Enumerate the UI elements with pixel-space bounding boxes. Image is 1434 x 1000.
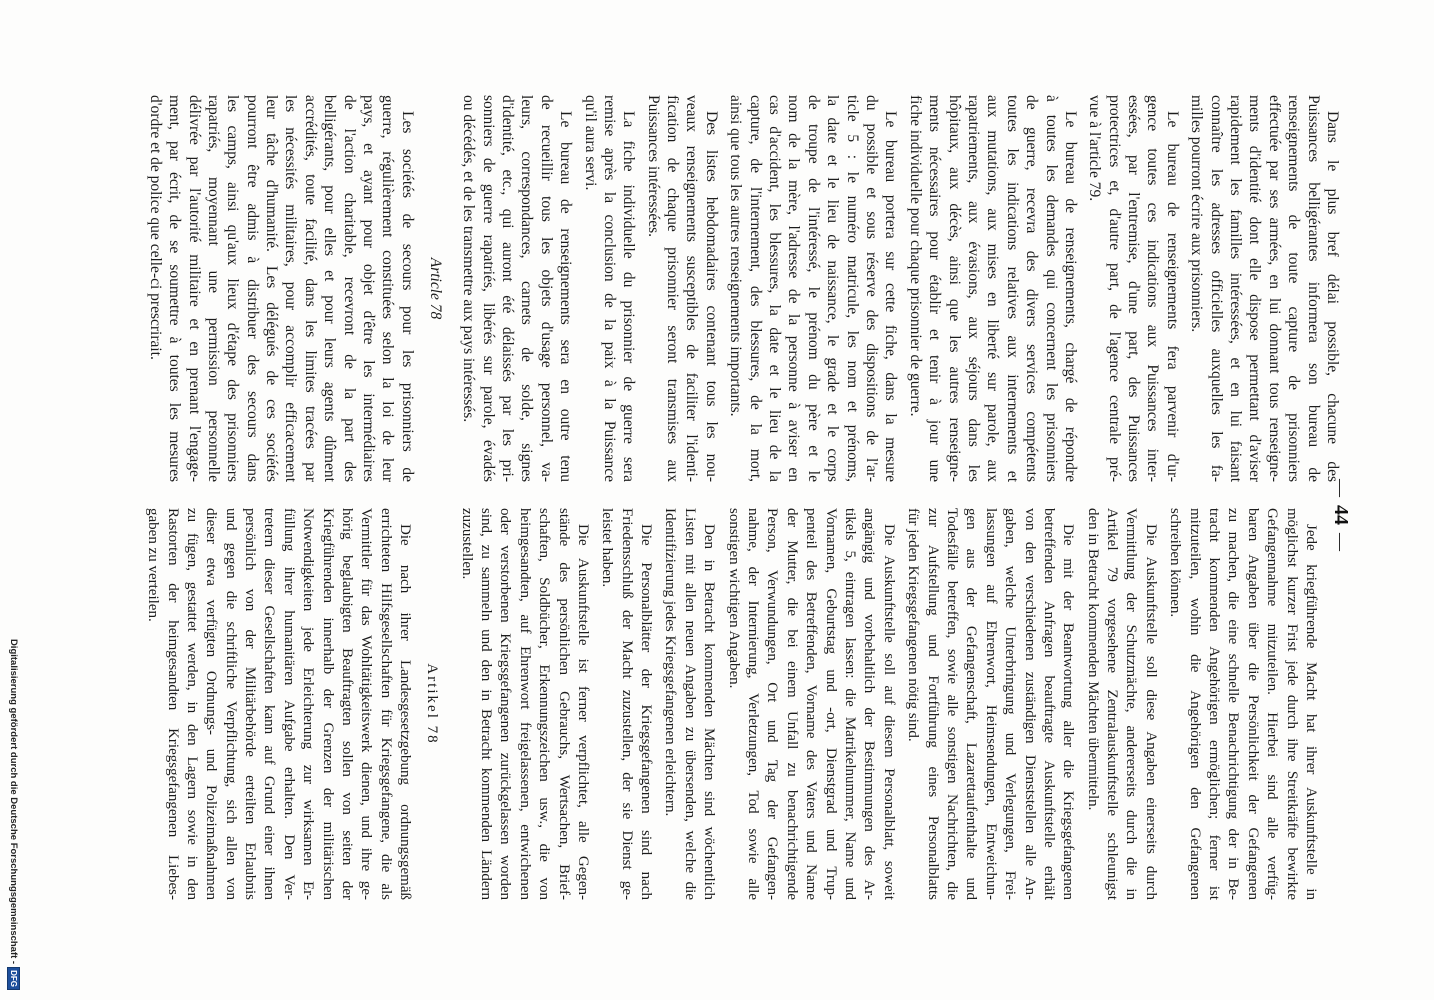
french-paragraph xyxy=(643,95,721,482)
german-paragraph xyxy=(723,508,898,900)
french-text-line: aux mutations, aux mises en liberté sur parole, aux xyxy=(984,95,1002,482)
french-text-line: ainsi que tous les autres renseignements importants. xyxy=(727,95,745,417)
french-text-line: milles pourront écrire aux prisonniers. xyxy=(1188,95,1206,333)
french-text-line: Puissances belligérantes informera son bureau de xyxy=(1304,95,1322,482)
german-text-line: Jede kriegführende Macht hat ihrer Auskunftstelle in xyxy=(1303,524,1319,900)
french-paragraph xyxy=(905,95,1080,482)
french-text-line: capture, de l'internement, des blessures, de la mort, xyxy=(746,95,764,482)
german-text-line: gaben zu verteilen. xyxy=(145,508,162,622)
footer-credit-text: Digitalisierung gefördert durch die Deutsche Forschungsgemeinschaft - xyxy=(8,638,19,965)
french-text-line: connaître les adresses officielles auxquelles les fa- xyxy=(1207,95,1225,482)
french-text-line: remise après la conclusion de la paix à la Puissance xyxy=(600,95,618,482)
french-text-line: Le bureau de renseignements, chargé de répondre xyxy=(1061,111,1079,482)
french-text-line: les camps, ainsi qu'aux lieux d'étape des prisonniers xyxy=(224,95,242,482)
german-text-line: mitzuteilen, wohin die Angehörigen den Gefangenen xyxy=(1186,508,1203,900)
dfg-logo: DFG xyxy=(7,967,20,990)
french-text-line: de guerre, recevra des divers services compétents xyxy=(1023,95,1041,482)
french-text-line: de l'action charitable, recevront de la part des xyxy=(340,95,358,482)
german-paragraph xyxy=(1165,508,1320,900)
german-text-line: den in Betracht kommenden Mächten übermitteln. xyxy=(1084,508,1101,811)
french-text-line: rapatriements, aux évasions, aux séjours dans les xyxy=(964,95,982,482)
german-text-line: sonstigen wichtigen Angaben. xyxy=(725,508,742,689)
french-text-line: Des listes hebdomadaires contenant tous les nou- xyxy=(702,111,720,482)
german-paragraph xyxy=(1082,508,1160,900)
german-text-line: Die Auskunftstelle soll auf diesem Personalblatt, soweit xyxy=(880,524,897,900)
french-text-line: Dans le plus bref délai possible, chacune des xyxy=(1324,111,1341,482)
german-text-line: baren Angaben über die Persönlichkeit der Gefangenen xyxy=(1244,508,1261,900)
german-paragraph xyxy=(143,508,414,900)
french-paragraph xyxy=(459,95,575,482)
page-number-dash-right: — xyxy=(1331,533,1351,551)
french-text-line: accrédités, toute facilité, dans les limites tracées par xyxy=(301,95,319,482)
german-text-line: Die mit der Beantwortung aller die Kriegsgefangenen xyxy=(1060,524,1077,900)
german-text-line: von den verschiedenen zuständigen Dienststellen alle An- xyxy=(1021,508,1038,900)
german-text-line: Vornamen, Geburtstag und -ort, Dienstgrad und Trup- xyxy=(822,508,839,900)
german-text-line: angängig und vorbehaltlich der Bestimmungen des Ar- xyxy=(861,508,878,900)
german-text-line: tretern dieser Gesellschaften kann auf Grund einer ihnen xyxy=(261,508,278,900)
french-text-line: ou décédés, et de les transmettre aux pays intéressés. xyxy=(460,95,478,423)
german-column xyxy=(143,508,1320,900)
french-text-line: ment, par écrit, de se soumettre à toutes les mesures xyxy=(166,95,184,482)
german-text-line: schreiben können. xyxy=(1167,508,1184,618)
german-text-line: Person, Verwundungen, Ort und Tag der Gefangen- xyxy=(764,508,781,900)
french-text-line: Le bureau portera sur cette fiche, dans la mesure xyxy=(882,111,900,482)
german-article-heading: Artikel 78 xyxy=(424,663,441,745)
french-text-line: guerre, régulièrement constituées selon la loi de leur xyxy=(379,95,397,482)
french-text-line: ticle 5 : le numéro matricule, les nom et prénoms, xyxy=(843,95,861,482)
german-text-line: und gegen die schriftliche Verpflichtung, sich allen von xyxy=(222,508,239,900)
german-text-line: Die Personalblätter der Kriegsgefangenen sind nach xyxy=(638,524,655,900)
french-text-line: Puissances intéressées. xyxy=(644,95,662,238)
german-text-line: Artikel 79 vorgesehene Zentralauskunftstelle schleunigst xyxy=(1104,508,1121,900)
french-text-line: rapatriés, moyennant une permission personnelle xyxy=(204,95,222,482)
german-text-line: stände des persönlichen Gebrauchs, Wertsachen, Brief- xyxy=(555,508,572,900)
french-text-line: effectuée par ses armées, en lui donnant tous renseigne- xyxy=(1265,95,1283,482)
german-text-line: betreffenden Anfragen beauftragte Auskunftstelle erhält xyxy=(1040,508,1057,900)
french-text-line: à toutes les demandes qui concernent les prisonniers xyxy=(1042,95,1060,482)
french-text-line: La fiche individuelle du prisonnier de guerre sera xyxy=(620,111,638,482)
french-text-line: du possible et sous réserve des dispositions de l'ar- xyxy=(863,95,881,482)
german-text-line: dieser etwa verfügten Ordnungs- und Polizeimaßnahmen xyxy=(203,508,220,900)
german-text-line: zu fügen, gestattet werden, in den Lagern sowie in den xyxy=(183,508,200,900)
french-text-line: rapidement les familles intéressées, et en lui faisant xyxy=(1227,95,1245,482)
french-text-line: de troupe de l'intéressé, le prénom du père et le xyxy=(804,95,822,482)
french-text-line: essées, par l'entremise, d'une part, des Puissances xyxy=(1125,95,1143,482)
french-text-line: veaux renseignements susceptibles de faciliter l'identi- xyxy=(683,95,701,482)
german-text-line: der Mutter, die bei einem Unfall zu benachrichtigende xyxy=(783,508,800,900)
german-text-line: nahme, der Internierung, Verletzungen, Tod sowie alle xyxy=(745,508,762,900)
german-text-line: Gefangennahme mitzuteilen. Hierbei sind alle verfüg- xyxy=(1264,508,1281,900)
german-text-line: gaben, welche Unterbringung und Verlegungen, Frei- xyxy=(1002,508,1019,900)
french-text-line: leur tâche d'humanité. Les délégués de ces sociétés xyxy=(263,95,281,482)
german-text-line: tracht kommenden Angehörigen ermöglichen; ferner ist xyxy=(1206,508,1223,900)
german-text-line: tikels 5, eintragen lassen: die Matrikelnummer, Name und xyxy=(842,508,859,900)
german-text-line: penteil des Betreffenden, Vorname des Vaters und Name xyxy=(803,508,820,900)
french-text-line: Le bureau de renseignements sera en outre tenu xyxy=(557,111,575,482)
german-text-line: Listen mit allen neuen Angaben zu übersenden, welche die xyxy=(681,508,698,900)
french-text-line: qu'il aura servi. xyxy=(581,95,599,191)
french-text-line: hôpitaux, aux décès, ainsi que les autres renseigne- xyxy=(945,95,963,482)
german-text-line: heimgesandten, auf Ehrenwort freigelassenen, entwichenen xyxy=(516,508,533,900)
french-text-line: pourront être admis à distribuer des secours dans xyxy=(243,95,261,482)
german-text-line: Notwendigkeiten jede Erleichterung zur wirksamen Er- xyxy=(300,508,317,900)
french-text-line: belligérants, pour elles et pour leurs agents dûment xyxy=(321,95,339,482)
german-text-line: Todesfälle betreffen, sowie alle sonstigen Nachrichten, die xyxy=(943,508,960,900)
french-text-line: ments d'identité dont elle dispose permettant d'aviser xyxy=(1246,95,1264,482)
german-text-line: persönlich von der Militärbehörde erteilten Erlaubnis xyxy=(242,508,259,900)
german-text-line: Den in Betracht kommenden Mächten sind wöchentlich xyxy=(701,524,718,900)
french-text-line: toutes les indications relatives aux internements et xyxy=(1003,95,1021,482)
french-text-line: de recueillir tous les objets d'usage personnel, va- xyxy=(537,95,555,482)
german-text-line: Die Auskunftstelle ist ferner verpflichtet, alle Gegen- xyxy=(574,524,591,900)
german-paragraph xyxy=(903,508,1078,900)
german-text-line: lassungen auf Ehrenwort, Heimsendungen, Entweichun- xyxy=(982,508,999,900)
french-text-line: fication de chaque prisonnier seront transmises aux xyxy=(664,95,682,482)
french-text-line: cas d'accident, les blessures, la date et le lieu de la xyxy=(766,95,784,482)
german-text-line: Vermittler für das Wohltätigkeitswerk dienen, und ihre ge- xyxy=(358,508,375,900)
german-text-line: Kriegführenden innerhalb der Grenzen der militärischen xyxy=(319,508,336,900)
french-article-heading: Article 78 xyxy=(426,257,444,320)
french-text-line: Le bureau de renseignements fera parvenir d'ur- xyxy=(1163,111,1181,482)
french-text-line: les nécessités militaires, pour accomplir efficacement xyxy=(282,95,300,482)
french-text-line: pays, et ayant pour objet d'être les intermédiaires xyxy=(360,95,378,482)
french-text-line: vue à l'article 79. xyxy=(1086,95,1104,202)
french-text-line: d'identité, etc., qui auront été délaissés par les pri- xyxy=(498,95,516,482)
german-text-line: gen aus der Gefangenschaft, Lazarettaufenthalte und xyxy=(963,508,980,900)
german-text-line: schaften, Soldbücher, Erkennungszeichen usw., die von xyxy=(536,508,553,900)
german-text-line: Die Auskunftstelle soll diese Angaben einerseits durch xyxy=(1142,524,1159,900)
german-text-line: oder verstorbenen Kriegsgefangenen zurückgelassen worden xyxy=(497,508,514,900)
german-text-line: zur Aufstellung und Fortführung eines Personalblatts xyxy=(924,508,941,900)
french-paragraph xyxy=(1085,95,1182,482)
german-text-line: Die nach ihrer Landesgesetzgebung ordnungsgemäß xyxy=(397,524,414,900)
german-text-line: zu machen, die eine schnelle Benachrichtigung der in Be- xyxy=(1225,508,1242,900)
german-text-line: füllung ihrer humanitären Aufgabe erhalten. Den Ver- xyxy=(280,508,297,900)
french-column xyxy=(145,95,1342,482)
german-text-line: sind, zu sammeln und den in Betracht kommenden Ländern xyxy=(477,508,494,900)
french-text-line: sonniers de guerre rapatriés, libérés sur parole, évadés xyxy=(479,95,497,482)
french-text-line: la date et le lieu de naissance, le grade et le corps xyxy=(824,95,842,482)
french-text-line: renseignements de toute capture de prisonniers xyxy=(1285,95,1303,482)
page-number-value: 44 xyxy=(1330,505,1352,525)
german-paragraph xyxy=(660,508,718,900)
german-paragraph xyxy=(456,508,592,900)
french-paragraph xyxy=(580,95,638,482)
german-text-line: Identifizierung jedes Kriegsgefangenen erleichtern. xyxy=(662,508,679,817)
german-text-line: Friedensschluß der Macht zuzustellen, der sie Dienst ge- xyxy=(618,508,635,900)
german-text-line: möglichst kurzer Frist jede durch ihre Streitkräfte bewirkte xyxy=(1283,508,1300,900)
french-text-line: nom de la mère, l'adresse de la personne à aviser en xyxy=(785,95,803,482)
digitization-footer xyxy=(7,639,20,990)
german-text-line: hörig beglaubigten Beauftragten sollen von seiten der xyxy=(339,508,356,900)
french-text-line: d'ordre et de police que celle-ci prescrirait. xyxy=(146,95,164,360)
german-text-line: leistet haben. xyxy=(599,508,616,588)
french-text-line: Les sociétés de secours pour les prisonniers de xyxy=(398,111,416,482)
german-text-line: Vermittlung der Schutzmächte, andererseits durch die in xyxy=(1123,508,1140,900)
page-number-dash-left: — xyxy=(1331,479,1351,497)
french-text-line: protectrices et, d'autre part, de l'agence centrale pré- xyxy=(1105,95,1123,482)
french-paragraph xyxy=(1187,95,1342,482)
french-text-line: ments nécessaires pour établir et tenir à jour une xyxy=(926,95,944,482)
german-text-line: zuzustellen. xyxy=(458,508,475,580)
french-text-line: fiche individuelle pour chaque prisonnier de guerre. xyxy=(906,95,924,417)
german-paragraph xyxy=(597,508,655,900)
french-paragraph xyxy=(726,95,901,482)
french-text-line: délivrée par l'autorité militaire et en prenant l'engage- xyxy=(185,95,203,482)
french-text-line: gence toutes ces indications aux Puissances inter- xyxy=(1144,95,1162,482)
german-text-line: Rastorten der heimgesandten Kriegsgefangenen Liebes- xyxy=(164,508,181,900)
french-text-line: leurs, correspondances, carnets de solde, signes xyxy=(518,95,536,482)
french-paragraph xyxy=(145,95,416,482)
german-text-line: errichteten Hilfsgesellschaften für Kriegsgefangene, die als xyxy=(377,508,394,900)
german-text-line: für jeden Kriegsgefangenen nötig sind. xyxy=(905,508,922,742)
